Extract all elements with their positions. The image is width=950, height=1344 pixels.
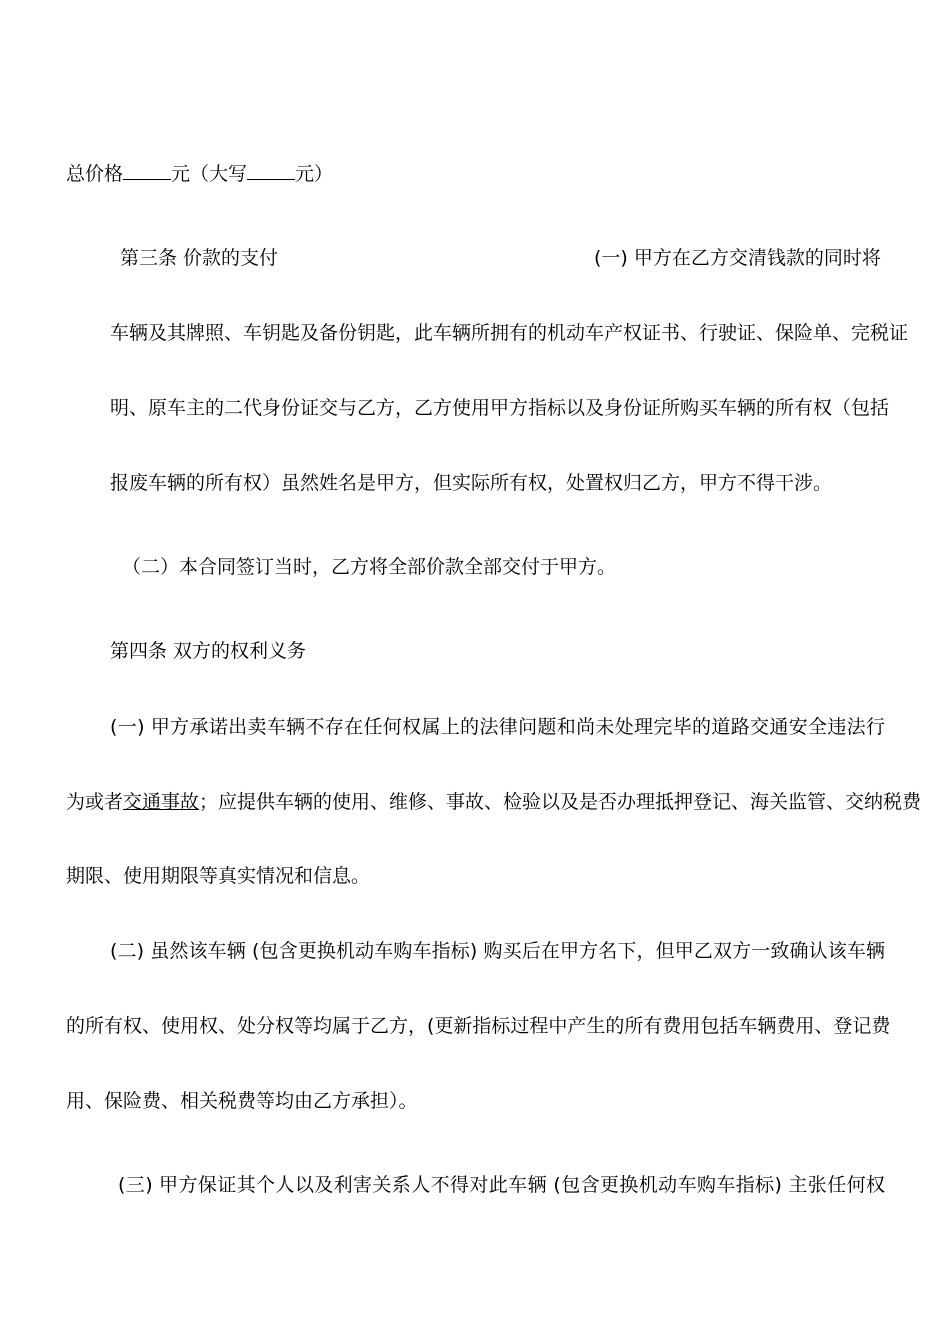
article-4-clause-1-line-3: 期限、使用期限等真实情况和信息。 <box>66 865 371 887</box>
article-4-clause-3-line-1: (三) 甲方保证其个人以及利害关系人不得对此车辆 (包含更换机动车购车指标) 主张任何权 <box>118 1174 885 1196</box>
article-3-clause-1-start: (一) 甲方在乙方交清钱款的同时将 <box>594 247 881 269</box>
article-3-title: 第三条 价款的支付 <box>120 247 279 269</box>
clause-text: ；应提供车辆的使用、维修、事故、检验以及是否办理抵押登记、海关监管、交纳税费 <box>199 791 922 813</box>
price-unit-close: 元） <box>295 163 334 185</box>
article-4-clause-2-line-3: 用、保险费、相关税费等均由乙方承担）。 <box>66 1090 418 1112</box>
price-blank <box>123 161 171 180</box>
article-3-clause-1-line-3: 明、原车主的二代身份证交与乙方，乙方使用甲方指标以及身份证所购买车辆的所有权（包括 <box>110 397 890 419</box>
article-3-clause-1-line-2: 车辆及其牌照、车钥匙及备份钥匙，此车辆所拥有的机动车产权证书、行驶证、保险单、完税证 <box>110 322 909 344</box>
total-price-label: 总价格 <box>66 163 124 185</box>
clause-text: 为或者 <box>66 791 124 813</box>
article-3-clause-1-line-4: 报废车辆的所有权）虽然姓名是甲方，但实际所有权，处置权归乙方，甲方不得干涉。 <box>110 472 833 494</box>
total-price-line <box>66 161 333 186</box>
article-4-clause-1-line-2 <box>66 790 922 814</box>
traffic-accident-link[interactable]: 交通事故 <box>123 791 200 813</box>
article-3-clause-2: （二）本合同签订当时，乙方将全部价款全部交付于甲方。 <box>122 556 617 578</box>
price-words-blank <box>247 161 295 180</box>
price-unit: 元（大写 <box>171 163 248 185</box>
article-4-clause-2-line-2: 的所有权、使用权、处分权等均属于乙方，(更新指标过程中产生的所有费用包括车辆费用、登记费 <box>66 1015 891 1037</box>
article-4-clause-2-line-1: (二) 虽然该车辆 (包含更换机动车购车指标) 购买后在甲方名下，但甲乙双方一致确认该车辆 <box>110 940 885 962</box>
article-4-title: 第四条 双方的权利义务 <box>110 640 307 662</box>
article-4-clause-1-line-1: (一) 甲方承诺出卖车辆不存在任何权属上的法律问题和尚未处理完毕的道路交通安全违法行 <box>110 716 885 738</box>
